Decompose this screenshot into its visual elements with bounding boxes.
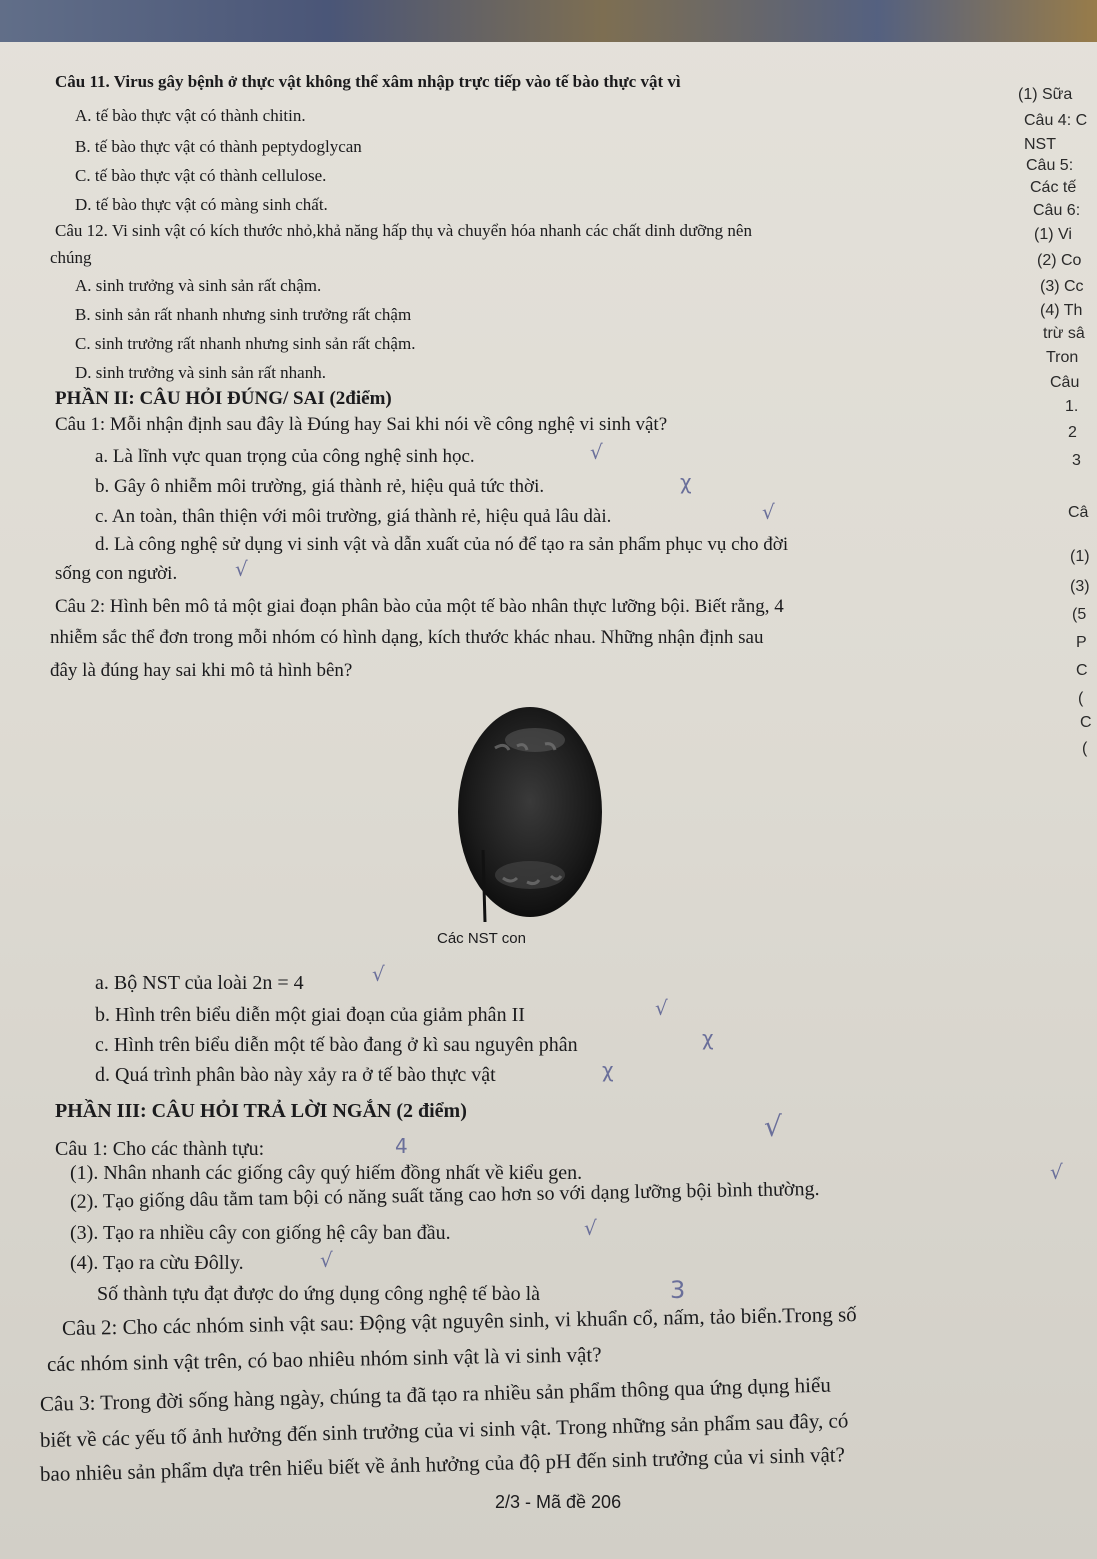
p2-q1-a: a. Là lĩnh vực quan trọng của công nghệ sinh học. (95, 446, 475, 467)
p2-q2-stem-2: nhiễm sắc thể đơn trong mỗi nhóm có hình dạng, kích thước khác nhau. Những nhận định sau (50, 627, 764, 648)
p2-q1-d: d. Là công nghệ sử dụng vi sinh vật và dẫn xuất của nó để tạo ra sản phẩm phục vụ cho đời (95, 534, 789, 555)
p3-q3-line-3: bao nhiêu sản phẩm dựa trên hiểu biết về ảnh hưởng của độ pH đến sinh trưởng của vi sinh vật? (39, 1442, 846, 1486)
margin-text: Câ (1068, 504, 1089, 521)
handwritten-check: √ (655, 996, 668, 1020)
p3-q2-line-2: các nhóm sinh vật trên, có bao nhiêu nhóm sinh vật là vi sinh vật? (46, 1342, 602, 1376)
p2-q2-a: a. Bộ NST của loài 2n = 4 (95, 972, 304, 994)
margin-text: 3 (1072, 452, 1081, 469)
p3-q2-line-1: Câu 2: Cho các nhóm sinh vật sau: Động vật nguyên sinh, vi khuẩn cổ, nấm, tảo biển.Trong số (61, 1302, 857, 1340)
q12-stem-cont: chúng (50, 248, 92, 267)
margin-text: (3) (1070, 578, 1090, 595)
margin-text: ( (1078, 690, 1084, 707)
handwritten-check: √ (372, 962, 385, 986)
margin-text: Câu (1050, 374, 1080, 391)
margin-text: Câu 6: (1033, 202, 1081, 219)
handwritten-check: √ (590, 440, 603, 464)
p3-q1-ask: Số thành tựu đạt được do ứng dụng công nghệ tế bào là (97, 1283, 541, 1305)
margin-text: Câu 4: C (1024, 112, 1088, 129)
handwritten-answer: 4 (395, 1134, 408, 1158)
margin-text: Các tế (1030, 179, 1077, 196)
p2-q1-b: b. Gây ô nhiễm môi trường, giá thành rẻ, hiệu quả tức thời. (95, 476, 545, 497)
p2-q1-d-cont: sống con người. (55, 563, 178, 584)
q12-option-b: B. sinh sản rất nhanh nhưng sinh trưởng rất chậm (75, 305, 412, 324)
p3-q3-line-1: Câu 3: Trong đời sống hàng ngày, chúng ta đã tạo ra nhiều sản phẩm thông qua ứng dụng hiểu (39, 1372, 832, 1416)
margin-text: (3) Cc (1040, 278, 1084, 295)
margin-text: (1) (1070, 548, 1090, 565)
handwritten-cross: χ (602, 1058, 614, 1082)
background-fabric (0, 0, 1097, 42)
p2-q1-stem: Câu 1: Mỗi nhận định sau đây là Đúng hay Sai khi nói về công nghệ vi sinh vật? (55, 414, 668, 435)
p3-q1-item-3: (3). Tạo ra nhiều cây con giống hệ cây ban đầu. (70, 1222, 451, 1244)
q11-option-b: B. tế bào thực vật có thành peptydoglycan (75, 137, 362, 156)
q11-option-c: C. tế bào thực vật có thành cellulose. (75, 166, 327, 185)
q12-option-a: A. sinh trưởng và sinh sản rất chậm. (75, 276, 322, 295)
p3-q1-item-4: (4). Tạo ra cừu Đôlly. (70, 1252, 244, 1274)
handwritten-check: √ (235, 557, 248, 581)
p2-q2-b: b. Hình trên biểu diễn một giai đoạn của giảm phân II (95, 1004, 525, 1026)
p2-q1-c: c. An toàn, thân thiện với môi trường, giá thành rẻ, hiệu quả lâu dài. (95, 506, 612, 527)
p3-q3-line-2: biết về các yếu tố ảnh hưởng đến sinh trưởng của vi sinh vật. Trong những sản phẩm sau đây, có (39, 1408, 849, 1452)
handwritten-cross: χ (680, 470, 692, 494)
p2-q2-stem-3: đây là đúng hay sai khi mô tả hình bên? (50, 660, 353, 681)
margin-text: NST (1024, 136, 1056, 153)
q12-stem: Câu 12. Vi sinh vật có kích thước nhỏ,khả năng hấp thụ và chuyển hóa nhanh các chất dinh dưỡng nên (55, 221, 752, 240)
p2-q2-stem-1: Câu 2: Hình bên mô tả một giai đoạn phân bào của một tế bào nhân thực lưỡng bội. Biết rằng, 4 (55, 596, 784, 617)
cell-division-figure (455, 700, 605, 928)
margin-text: Tron (1046, 349, 1079, 366)
figure-caption: Các NST con (437, 930, 526, 947)
margin-text: 1. (1065, 398, 1079, 415)
part2-heading: PHẦN II: CÂU HỎI ĐÚNG/ SAI (2điểm) (55, 388, 392, 409)
p2-q2-d: d. Quá trình phân bào này xảy ra ở tế bào thực vật (95, 1064, 496, 1086)
part3-heading: PHẦN III: CÂU HỎI TRẢ LỜI NGẮN (2 điểm) (55, 1100, 467, 1122)
handwritten-check: √ (764, 1110, 782, 1143)
q12-option-d: D. sinh trưởng và sinh sản rất nhanh. (75, 363, 326, 382)
handwritten-answer: 3 (670, 1276, 686, 1304)
margin-text: (1) Sữa (1018, 86, 1073, 103)
margin-text: (5 (1072, 606, 1087, 623)
p3-q1-item-1: (1). Nhân nhanh các giống cây quý hiếm đồng nhất về kiểu gen. (70, 1162, 583, 1184)
margin-text: P (1076, 634, 1087, 651)
handwritten-check: √ (320, 1248, 333, 1272)
q12-option-c: C. sinh trưởng rất nhanh nhưng sinh sản rất chậm. (75, 334, 416, 353)
margin-text: (4) Th (1040, 302, 1083, 319)
margin-text: (2) Co (1037, 252, 1082, 269)
q11-option-a: A. tế bào thực vật có thành chitin. (75, 106, 306, 125)
q11-option-d: D. tế bào thực vật có màng sinh chất. (75, 195, 328, 214)
page-footer: 2/3 - Mã đề 206 (495, 1492, 622, 1512)
margin-text: ( (1082, 740, 1088, 757)
q11-stem: Câu 11. Virus gây bệnh ở thực vật không thể xâm nhập trực tiếp vào tế bào thực vật vì (55, 72, 681, 91)
margin-text: Câu 5: (1026, 157, 1074, 174)
handwritten-cross: χ (702, 1026, 714, 1050)
margin-text: (1) Vi (1034, 226, 1072, 243)
handwritten-check: √ (762, 500, 775, 524)
margin-text: C (1080, 714, 1092, 731)
margin-text: 2 (1068, 424, 1077, 441)
handwritten-check: √ (1050, 1160, 1063, 1184)
margin-text: trừ sâ (1043, 325, 1085, 342)
handwritten-check: √ (584, 1216, 597, 1240)
p3-q1-stem: Câu 1: Cho các thành tựu: (55, 1138, 265, 1160)
margin-text: C (1076, 662, 1088, 679)
p3-q1-item-2: (2). Tạo giống dâu tằm tam bội có năng suất tăng cao hơn so với dạng lưỡng bội bình thường. (69, 1177, 820, 1213)
p2-q2-c: c. Hình trên biểu diễn một tế bào đang ở kì sau nguyên phân (95, 1034, 578, 1056)
